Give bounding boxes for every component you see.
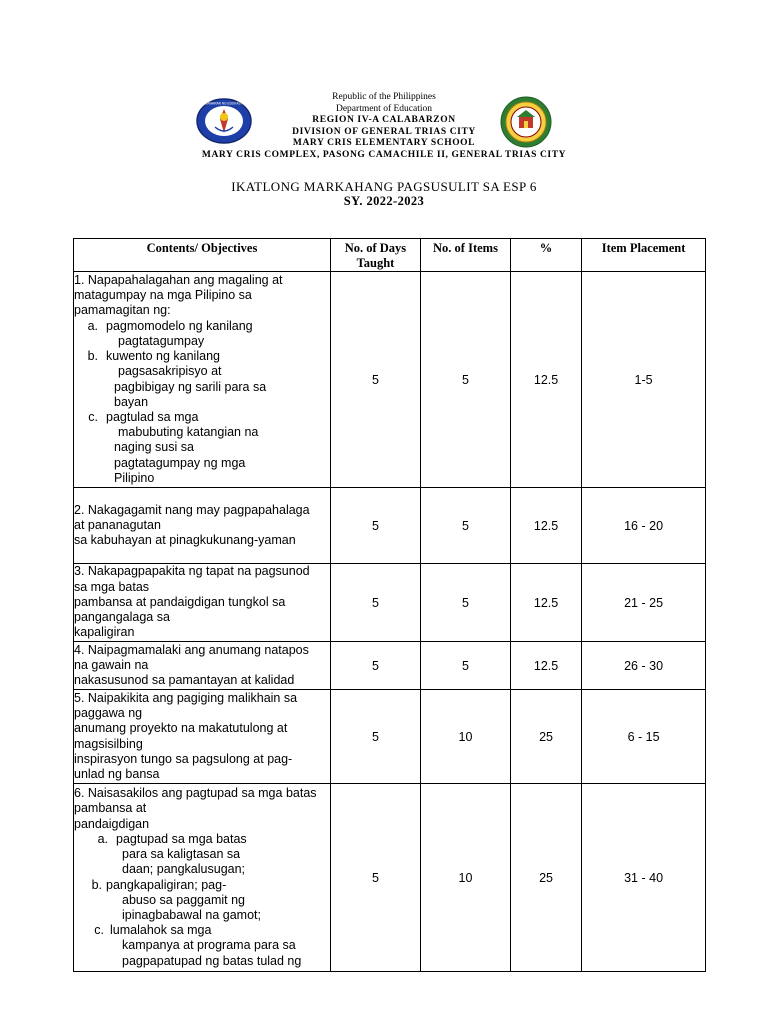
objective-cell: 2. Nakagagamit nang may pagpapahalaga at pananagutan sa kabuhayan at pinagkukunang-yaman <box>74 488 331 564</box>
percent-cell: 12.5 <box>510 564 581 642</box>
days-cell: 5 <box>330 272 420 488</box>
items-cell: 10 <box>421 690 511 784</box>
items-cell: 5 <box>421 642 511 690</box>
sub-item: b. kuwento ng kanilang <box>87 349 220 364</box>
table-row <box>74 690 706 784</box>
days-cell: 5 <box>330 784 420 972</box>
sub-item: b. pangkapaligiran; pag- <box>91 877 227 892</box>
objective-cell: 6. Naisasakilos ang pagtupad sa mga batas pambansa at pandaigdigan a. pagtupad sa mga batas para sa kaligtasan sa daan; pangkalusugan; b. pangkapaligiran; pag- abuso sa paggamit ng ipinagbabawal na gamot; c. lumalahok sa mga kampanya at programa para sa pagpapatupad ng batas tulad ng <box>74 784 331 972</box>
percent-cell: 25 <box>510 784 581 972</box>
table-row <box>74 642 706 690</box>
objective-cell: 4. Naipagmamalaki ang anumang natapos na gawain na nakasusunod sa pamantayan at kalidad <box>74 642 331 690</box>
table-row <box>74 488 706 564</box>
header-contents: Contents/ Objectives <box>74 239 331 272</box>
header-percent: % <box>510 239 581 272</box>
items-cell: 5 <box>421 488 511 564</box>
school-year: SY. 2022-2023 <box>343 194 425 208</box>
header-address: MARY CRIS COMPLEX, PASONG CAMACHILE II, GENERAL TRIAS CITY <box>201 149 567 160</box>
placement-cell: 21 - 25 <box>582 564 706 642</box>
table-row <box>74 564 706 642</box>
header-items: No. of Items <box>421 239 511 272</box>
percent-cell: 25 <box>510 690 581 784</box>
header-days: No. of Days Taught <box>330 239 420 272</box>
percent-cell: 12.5 <box>510 642 581 690</box>
sub-item: a. pagmomodelo ng kanilang <box>87 318 253 333</box>
days-cell: 5 <box>330 690 420 784</box>
percent-cell: 12.5 <box>510 272 581 488</box>
header-school: MARY CRIS ELEMENTARY SCHOOL <box>292 138 476 148</box>
header-division: DIVISION OF GENERAL TRIAS CITY <box>292 126 476 137</box>
header-department: Department of Education <box>335 103 433 114</box>
objective-cell: 3. Nakapagpapakita ng tapat na pagsunod sa mga batas pambansa at pandaigdigan tungkol sa pangangalaga sa kapaligiran <box>74 564 331 642</box>
objective-cell: 1. Napapahalagahan ang magaling at matagumpay na mga Pilipino sa pamamagitan ng: a. pagmomodelo ng kanilang pagtatagumpay b. kuwento ng kanilang pagsasakripisyo at pagbibigay ng sarili para sa bayan c. pagtulad sa mga mabubuting katangian na naging susi sa pagtatagumpay ng mga Pilipino <box>74 272 331 488</box>
header-republic: Republic of the Philippines <box>332 92 436 102</box>
sub-item: c. pagtulad sa mga <box>88 409 199 424</box>
sub-item: a. pagtupad sa mga batas <box>97 831 247 846</box>
objective-cell: 5. Naipakikita ang pagiging malikhain sa paggawa ng anumang proyekto na makatutulong at magsisilbing inspirasyon tungo sa pagsulong at pag- unlad ng bansa <box>74 690 331 784</box>
exam-title: IKATLONG MARKAHANG PAGSUSULIT SA ESP 6 <box>231 179 537 194</box>
header-placement: Item Placement <box>582 239 706 272</box>
table-row <box>74 272 706 488</box>
placement-cell: 31 - 40 <box>582 784 706 972</box>
header-region: REGION IV-A CALABARZON <box>312 115 456 125</box>
placement-cell: 6 - 15 <box>582 690 706 784</box>
items-cell: 5 <box>421 272 511 488</box>
days-cell: 5 <box>330 488 420 564</box>
days-cell: 5 <box>330 642 420 690</box>
placement-cell: 16 - 20 <box>582 488 706 564</box>
placement-cell: 26 - 30 <box>582 642 706 690</box>
table-of-specifications <box>73 238 706 972</box>
school-header <box>0 92 768 161</box>
placement-cell: 1-5 <box>582 272 706 488</box>
table-row <box>74 784 706 972</box>
days-cell: 5 <box>330 564 420 642</box>
sub-item: c. lumalahok sa mga <box>94 923 212 938</box>
percent-cell: 12.5 <box>510 488 581 564</box>
svg-text:KAGAWARAN NG EDUKASYON: KAGAWARAN NG EDUKASYON <box>200 101 248 106</box>
items-cell: 5 <box>421 564 511 642</box>
items-cell: 10 <box>421 784 511 972</box>
